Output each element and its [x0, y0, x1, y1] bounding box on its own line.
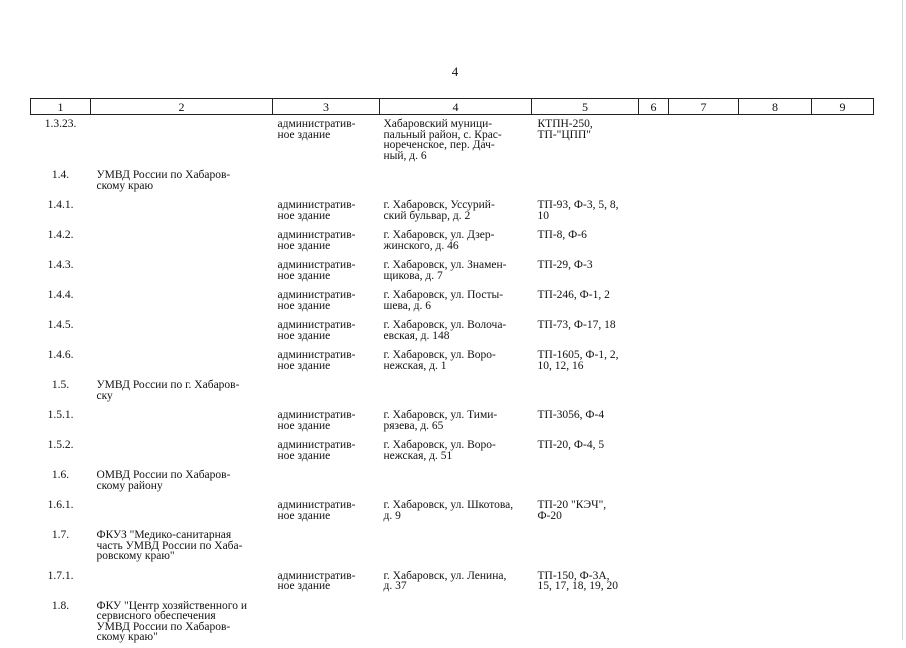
- empty-cell-col-8: [739, 466, 812, 496]
- address-cell-line: ный, д. 6: [383, 149, 427, 162]
- page-edge-line: [902, 0, 903, 640]
- object-type-cell-line: ное здание: [277, 580, 331, 592]
- empty-cell-col-9: [812, 436, 874, 466]
- table-row: [31, 526, 874, 567]
- table-row: [31, 166, 874, 196]
- object-type-cell-line: ное здание: [277, 299, 331, 312]
- address-cell-line: жинского, д. 46: [383, 239, 459, 252]
- object-type-cell: [273, 526, 380, 567]
- empty-cell-col-7: [669, 115, 739, 167]
- empty-cell-col-9: [812, 196, 874, 226]
- address-cell-line: рязева, д. 65: [383, 419, 444, 432]
- empty-cell-col-7: [669, 256, 739, 286]
- object-type-cell: [273, 316, 380, 346]
- substation-cell-line: ТП-246, Ф-1, 2: [537, 289, 610, 301]
- table-row: [31, 376, 874, 406]
- organization-cell: [91, 166, 273, 196]
- organization-cell: [91, 286, 273, 316]
- address-cell-line: ский бульвар, д. 2: [383, 209, 471, 222]
- organization-cell-line: УМВД России по г. Хабаров-: [96, 379, 240, 391]
- empty-cell-col-8: [739, 436, 812, 466]
- substation-cell: [532, 256, 639, 286]
- organization-cell: [91, 406, 273, 436]
- table-row: [31, 406, 874, 436]
- row-number: 1.6.1.: [47, 499, 74, 511]
- substation-cell-line: ТП-3056, Ф-4: [537, 409, 605, 421]
- empty-cell-col-6: [639, 406, 669, 436]
- header-row: [31, 99, 874, 115]
- row-number: 1.4.6.: [47, 349, 74, 361]
- address-cell-line: г. Хабаровск, ул. Волоча-: [383, 319, 507, 331]
- row-number: 1.4.3.: [47, 259, 74, 271]
- column-header-8: 8: [739, 99, 812, 115]
- object-type-cell: [273, 436, 380, 466]
- substation-cell: [532, 286, 639, 316]
- substation-cell-line: 15, 17, 18, 19, 20: [537, 580, 618, 592]
- organization-cell: [91, 196, 273, 226]
- table-row: [31, 316, 874, 346]
- empty-cell-col-9: [812, 286, 874, 316]
- empty-cell-col-6: [639, 115, 669, 167]
- address-cell: [380, 526, 532, 567]
- object-type-cell: [273, 567, 380, 597]
- address-cell-line: г. Хабаровск, ул. Посты-: [383, 289, 504, 301]
- row-number: 1.5.2.: [47, 439, 74, 451]
- substation-cell: [532, 376, 639, 406]
- empty-cell-col-7: [669, 346, 739, 376]
- object-type-cell-line: ное здание: [277, 128, 331, 141]
- empty-cell-col-6: [639, 226, 669, 256]
- object-type-cell-line: ное здание: [277, 449, 331, 462]
- empty-cell-col-8: [739, 226, 812, 256]
- object-type-cell: [273, 466, 380, 496]
- organization-cell-line: УМВД России по Хабаров-: [96, 169, 231, 181]
- address-cell: [380, 166, 532, 196]
- table-row: [31, 346, 874, 376]
- address-cell-line: г. Хабаровск, ул. Дзер-: [383, 229, 495, 241]
- empty-cell-col-7: [669, 166, 739, 196]
- empty-cell-col-6: [639, 376, 669, 406]
- empty-cell-col-8: [739, 316, 812, 346]
- organization-cell-line: сервисного обеспечения: [96, 610, 216, 622]
- object-type-cell-line: ное здание: [277, 239, 331, 252]
- column-header-5: 5: [532, 99, 639, 115]
- empty-cell-col-8: [739, 286, 812, 316]
- column-header-9: 9: [812, 99, 874, 115]
- object-type-cell: [273, 346, 380, 376]
- organization-cell: [91, 316, 273, 346]
- table-row: [31, 496, 874, 526]
- object-type-cell-line: ное здание: [277, 359, 331, 372]
- empty-cell-col-9: [812, 316, 874, 346]
- object-type-cell-line: ное здание: [277, 269, 331, 282]
- organization-cell-line: ску: [96, 389, 113, 402]
- empty-cell-col-8: [739, 496, 812, 526]
- address-cell-line: пальный район, с. Крас-: [383, 128, 502, 141]
- object-type-cell-line: административ-: [277, 319, 356, 331]
- document-table: [30, 98, 874, 648]
- organization-cell-line: часть УМВД России по Хаба-: [96, 539, 243, 552]
- object-type-cell: [273, 166, 380, 196]
- organization-cell: [91, 496, 273, 526]
- address-cell: [380, 376, 532, 406]
- row-number: 1.4.: [51, 169, 70, 181]
- substation-cell: [532, 466, 639, 496]
- row-number: 1.4.4.: [47, 289, 74, 301]
- address-cell: [380, 115, 532, 167]
- organization-cell: [91, 567, 273, 597]
- organization-cell-line: ОМВД России по Хабаров-: [96, 469, 231, 481]
- object-type-cell-line: административ-: [277, 349, 356, 361]
- empty-cell-col-6: [639, 196, 669, 226]
- table-body: [31, 115, 874, 648]
- row-number: 1.4.5.: [47, 319, 74, 331]
- empty-cell-col-9: [812, 496, 874, 526]
- address-cell-line: нежская, д. 1: [383, 359, 447, 372]
- substation-cell: [532, 406, 639, 436]
- row-number: 1.4.2.: [47, 229, 74, 241]
- empty-cell-col-7: [669, 436, 739, 466]
- empty-cell-col-7: [669, 567, 739, 597]
- address-cell-line: щикова, д. 7: [383, 269, 443, 282]
- object-type-cell: [273, 256, 380, 286]
- table-row: [31, 196, 874, 226]
- empty-cell-col-6: [639, 316, 669, 346]
- object-type-cell-line: административ-: [277, 439, 356, 451]
- empty-cell-col-9: [812, 406, 874, 436]
- row-number: 1.5.: [51, 379, 70, 391]
- empty-cell-col-7: [669, 286, 739, 316]
- substation-cell: [532, 496, 639, 526]
- object-type-cell-line: административ-: [277, 229, 356, 241]
- empty-cell-col-9: [812, 567, 874, 597]
- organization-cell: [91, 526, 273, 567]
- substation-cell-line: ТП-20, Ф-4, 5: [537, 439, 605, 451]
- column-header-3: 3: [273, 99, 380, 115]
- substation-cell-line: ТП-20 "КЭЧ",: [537, 499, 607, 511]
- substation-cell: [532, 346, 639, 376]
- page-number: 4: [451, 64, 459, 79]
- empty-cell-col-9: [812, 346, 874, 376]
- substation-cell: [532, 226, 639, 256]
- object-type-cell-line: ное здание: [277, 419, 331, 432]
- address-cell: [380, 196, 532, 226]
- empty-cell-col-7: [669, 376, 739, 406]
- substation-cell-line: ТП-93, Ф-3, 5, 8,: [537, 199, 619, 211]
- empty-cell-col-7: [669, 316, 739, 346]
- substation-cell-line: Ф-20: [537, 509, 562, 522]
- substation-cell-line: ТП-"ЦПП": [537, 128, 591, 141]
- empty-cell-col-7: [669, 406, 739, 436]
- substation-cell: [532, 196, 639, 226]
- empty-cell-col-9: [812, 376, 874, 406]
- row-number: 1.4.1.: [47, 199, 74, 211]
- empty-cell-col-6: [639, 567, 669, 597]
- empty-cell-col-9: [812, 256, 874, 286]
- substation-cell: [532, 567, 639, 597]
- substation-cell: [532, 316, 639, 346]
- empty-cell-col-8: [739, 196, 812, 226]
- empty-cell-col-6: [639, 286, 669, 316]
- address-cell: [380, 286, 532, 316]
- empty-cell-col-8: [739, 256, 812, 286]
- address-cell-line: д. 37: [383, 580, 407, 592]
- column-header-6: 6: [639, 99, 669, 115]
- substation-cell-line: ТП-29, Ф-3: [537, 259, 593, 271]
- column-header-1: 1: [31, 99, 91, 115]
- empty-cell-col-8: [739, 376, 812, 406]
- empty-cell-col-6: [639, 436, 669, 466]
- organization-cell-line: ровскому краю": [96, 550, 175, 562]
- address-cell-line: д. 9: [383, 509, 401, 522]
- substation-cell: [532, 436, 639, 466]
- organization-cell: [91, 115, 273, 167]
- empty-cell-col-8: [739, 346, 812, 376]
- empty-cell-col-9: [812, 115, 874, 167]
- address-cell-line: Хабаровский муници-: [383, 118, 493, 130]
- address-cell-line: г. Хабаровск, ул. Шкотова,: [383, 499, 514, 511]
- substation-cell-line: 10: [537, 209, 549, 222]
- object-type-cell: [273, 286, 380, 316]
- object-type-cell: [273, 115, 380, 167]
- row-number: 1.7.: [51, 529, 70, 541]
- address-cell: [380, 346, 532, 376]
- organization-cell: [91, 436, 273, 466]
- table-row: [31, 436, 874, 466]
- substation-cell-line: ТП-150, Ф-3А,: [537, 569, 610, 582]
- substation-cell-line: ТП-8, Ф-6: [537, 229, 587, 241]
- organization-cell: [91, 376, 273, 406]
- table-row: [31, 115, 874, 167]
- empty-cell-col-6: [639, 166, 669, 196]
- address-cell: [380, 436, 532, 466]
- column-header-4: 4: [380, 99, 532, 115]
- column-header-7: 7: [669, 99, 739, 115]
- address-cell: [380, 466, 532, 496]
- address-cell: [380, 406, 532, 436]
- table-header: [31, 99, 874, 115]
- address-cell: [380, 567, 532, 597]
- object-type-cell-line: административ-: [277, 259, 356, 271]
- address-cell-line: г. Хабаровск, ул. Ленина,: [383, 569, 507, 582]
- address-cell-line: г. Хабаровск, ул. Тими-: [383, 409, 498, 421]
- organization-cell-line: ФКУЗ "Медико-санитарная: [96, 529, 232, 541]
- table-row: [31, 226, 874, 256]
- address-cell-line: г. Хабаровск, ул. Воро-: [383, 439, 496, 451]
- row-number: 1.3.23.: [44, 118, 77, 130]
- row-number: 1.5.1.: [47, 409, 74, 421]
- empty-cell-col-6: [639, 496, 669, 526]
- object-type-cell: [273, 196, 380, 226]
- object-type-cell-line: ное здание: [277, 209, 331, 222]
- object-type-cell-line: административ-: [277, 409, 356, 421]
- object-type-cell: [273, 496, 380, 526]
- address-cell-line: шева, д. 6: [383, 299, 431, 312]
- empty-cell-col-8: [739, 166, 812, 196]
- column-header-2: 2: [91, 99, 273, 115]
- substation-cell-line: ТП-73, Ф-17, 18: [537, 319, 616, 331]
- row-number: 1.7.1.: [47, 569, 74, 582]
- address-cell-line: нореченское, пер. Дач-: [383, 139, 495, 151]
- empty-cell-col-7: [669, 496, 739, 526]
- object-type-cell-line: административ-: [277, 499, 356, 511]
- empty-cell-col-7: [669, 226, 739, 256]
- organization-cell: [91, 226, 273, 256]
- substation-cell: [532, 526, 639, 567]
- object-type-cell: [273, 406, 380, 436]
- address-cell: [380, 316, 532, 346]
- object-type-cell-line: административ-: [277, 569, 356, 582]
- object-type-cell: [273, 376, 380, 406]
- table-row: [31, 567, 874, 597]
- address-cell-line: нежская, д. 51: [383, 449, 453, 462]
- empty-cell-col-6: [639, 256, 669, 286]
- empty-cell-col-8: [739, 406, 812, 436]
- substation-cell-line: 10, 12, 16: [537, 359, 584, 372]
- organization-cell-line: скому краю: [96, 179, 154, 192]
- organization-cell-line: скому району: [96, 479, 163, 492]
- empty-cell-col-9: [812, 526, 874, 567]
- substation-cell: [532, 115, 639, 167]
- empty-cell-col-9: [812, 226, 874, 256]
- empty-cell-col-6: [639, 526, 669, 567]
- substation-cell-line: ТП-1605, Ф-1, 2,: [537, 349, 619, 361]
- object-type-cell-line: административ-: [277, 118, 356, 130]
- address-cell: [380, 256, 532, 286]
- empty-cell-col-7: [669, 196, 739, 226]
- substation-cell-line: КТПН-250,: [537, 118, 593, 130]
- organization-cell-line: УМВД России по Хабаров-: [96, 620, 231, 633]
- address-cell-line: г. Хабаровск, Уссурий-: [383, 199, 495, 211]
- empty-cell-col-7: [669, 466, 739, 496]
- row-number: 1.8.: [51, 599, 70, 612]
- empty-cell-col-8: [739, 115, 812, 167]
- object-type-cell-line: ное здание: [277, 329, 331, 342]
- row-number: 1.6.: [51, 469, 70, 481]
- substation-cell: [532, 166, 639, 196]
- address-cell-line: г. Хабаровск, ул. Знамен-: [383, 259, 507, 271]
- empty-cell-col-8: [739, 567, 812, 597]
- table-row: [31, 256, 874, 286]
- empty-cell-col-9: [812, 166, 874, 196]
- empty-cell-col-7: [669, 526, 739, 567]
- table-row: [31, 286, 874, 316]
- address-cell: [380, 496, 532, 526]
- organization-cell: [91, 466, 273, 496]
- object-type-cell-line: административ-: [277, 199, 356, 211]
- address-cell: [380, 226, 532, 256]
- empty-cell-col-8: [739, 526, 812, 567]
- organization-cell: [91, 346, 273, 376]
- empty-cell-col-9: [812, 466, 874, 496]
- object-type-cell: [273, 226, 380, 256]
- empty-cell-col-6: [639, 466, 669, 496]
- address-cell-line: г. Хабаровск, ул. Воро-: [383, 349, 496, 361]
- table-row: [31, 466, 874, 496]
- organization-cell-line: скому краю": [96, 631, 158, 643]
- object-type-cell-line: административ-: [277, 289, 356, 301]
- organization-cell: [91, 256, 273, 286]
- empty-cell-col-6: [639, 346, 669, 376]
- organization-cell-line: ФКУ "Центр хозяйственного и: [96, 599, 248, 612]
- address-cell-line: евская, д. 148: [383, 329, 450, 342]
- object-type-cell-line: ное здание: [277, 509, 331, 522]
